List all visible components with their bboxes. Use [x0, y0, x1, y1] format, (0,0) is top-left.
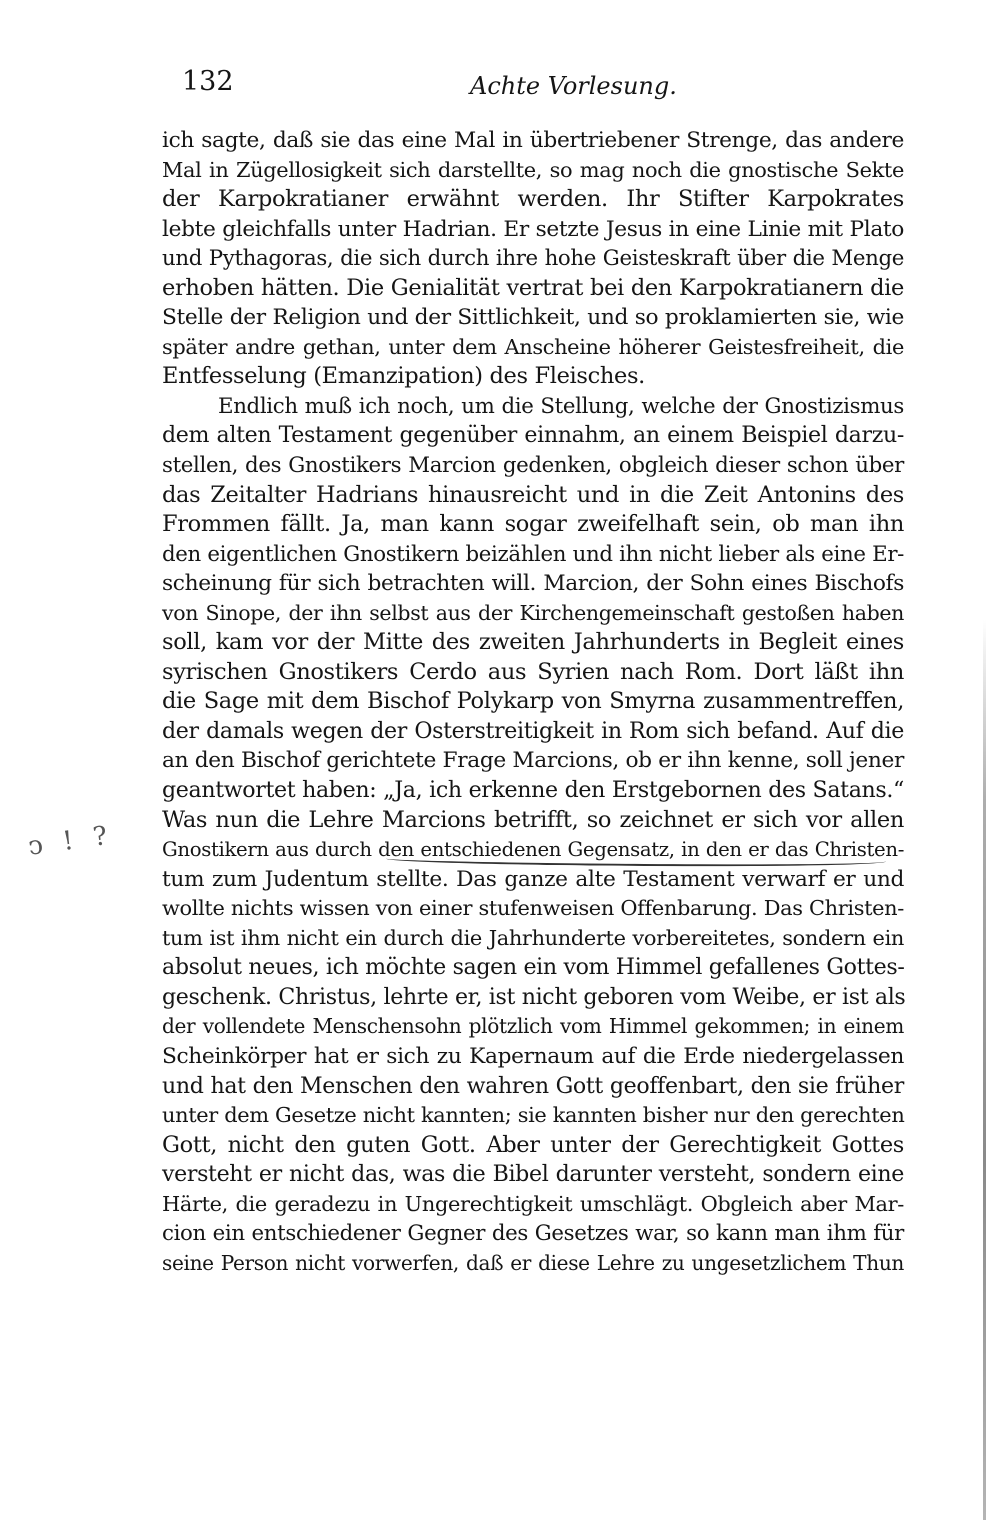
page-binding-edge: [983, 620, 986, 1520]
text-line: seine Person nicht vorwerfen, daß er diese Lehre zu ungesetzlichem Thun: [162, 1250, 904, 1275]
text-line: soll, kam vor der Mitte des zweiten Jahrhunderts in Begleit eines: [162, 629, 904, 656]
text-line: wollte nichts wissen von einer stufenweisen Offenbarung. Das Christen-: [162, 896, 904, 921]
body-text: [162, 126, 904, 1278]
text-line: Gnostikern aus durch den entschiedenen Gegensatz, in den er das Christen-: [162, 838, 904, 862]
text-line: absolut neues, ich möchte sagen ein vom Himmel gefallenes Gottes-: [162, 954, 905, 981]
text-line: von Sinope, der ihn selbst aus der Kirchengemeinschaft gestoßen haben: [162, 600, 904, 625]
text-line: und hat den Menschen den wahren Gott geoffenbart, den sie früher: [162, 1072, 904, 1099]
text-line: der Karpokratianer erwähnt werden. Ihr Stifter Karpokrates: [162, 186, 904, 213]
text-line: Was nun die Lehre Marcions betrifft, so zeichnet er sich vor allen: [162, 806, 904, 833]
text-line: Frommen fällt. Ja, man kann sogar zweifelhaft sein, ob man ihn: [162, 511, 904, 538]
text-line: lebte gleichfalls unter Hadrian. Er setzte Jesus in eine Linie mit Plato: [162, 216, 904, 242]
text-line: später andre gethan, unter dem Anscheine höherer Geistesfreiheit, die: [162, 334, 904, 359]
margin-pencil-note: ↄ ! ?: [26, 820, 116, 862]
page-number: 132: [182, 66, 234, 97]
text-line: und Pythagoras, die sich durch ihre hohe Geisteskraft über die Menge: [162, 246, 904, 272]
text-line: der vollendete Menschensohn plötzlich vom Himmel gekommen; in einem: [162, 1014, 904, 1039]
text-line: tum ist ihm nicht ein durch die Jahrhunderte vorbereitetes, sondern ein: [162, 925, 904, 950]
text-line: versteht er nicht das, was die Bibel darunter versteht, sondern eine: [162, 1161, 904, 1188]
text-line: Gott, nicht den guten Gott. Aber unter der Gerechtigkeit Gottes: [162, 1131, 904, 1158]
text-line: unter dem Gesetze nicht kannten; sie kannten bisher nur den gerechten: [162, 1103, 905, 1128]
text-line: den eigentlichen Gnostikern beizählen und ihn nicht lieber als eine Er-: [162, 541, 904, 567]
paragraph-start-line: Endlich muß ich noch, um die Stellung, welche der Gnostizismus: [218, 393, 904, 419]
text-line: geschenk. Christus, lehrte er, ist nicht geboren vom Weibe, er ist als: [162, 983, 906, 1010]
text-line: der damals wegen der Osterstreitigkeit in Rom sich befand. Auf die: [162, 717, 904, 744]
text-line: Stelle der Religion und der Sittlichkeit, und so proklamierten sie, wie: [162, 305, 904, 331]
text-line: an den Bischof gerichtete Frage Marcions, ob er ihn kenne, soll jener: [162, 748, 904, 774]
text-line: ich sagte, daß sie das eine Mal in übertriebener Strenge, das andere: [162, 128, 904, 153]
text-line: Härte, die geradezu in Ungerechtigkeit umschlägt. Obgleich aber Mar-: [162, 1191, 904, 1216]
text-line: erhoben hätten. Die Genialität vertrat bei den Karpokratianern die: [162, 274, 904, 301]
text-line: dem alten Testament gegenüber einnahm, an einem Beispiel darzu-: [162, 422, 904, 449]
text-line: Scheinkörper hat er sich zu Kapernaum auf die Erde niedergelassen: [162, 1043, 904, 1069]
text-line: Mal in Zügellosigkeit sich darstellte, so mag noch die gnostische Sekte: [162, 157, 904, 182]
text-line: cion ein entschiedener Gegner des Gesetzes war, so kann man ihm für: [162, 1221, 904, 1247]
text-line: Entfesselung (Emanzipation) des Fleisches.: [162, 363, 645, 390]
text-line: stellen, des Gnostikers Marcion gedenken, obgleich dieser schon über: [162, 453, 904, 479]
text-line: tum zum Judentum stellte. Das ganze alte Testament verwarf er und: [162, 866, 904, 892]
text-line: die Sage mit dem Bischof Polykarp von Smyrna zusammentreffen,: [162, 688, 904, 715]
text-line: scheinung für sich betrachten will. Marcion, der Sohn eines Bischofs: [162, 571, 904, 597]
text-line-quote: geantwortet haben: „Ja, ich erkenne den Erstgebornen des Satans.“: [162, 777, 904, 804]
text-line: das Zeitalter Hadrians hinausreicht und in die Zeit Antonins des: [162, 481, 904, 508]
running-title: Achte Vorlesung.: [470, 72, 677, 100]
text-line: syrischen Gnostikers Cerdo aus Syrien nach Rom. Dort läßt ihn: [162, 658, 904, 685]
